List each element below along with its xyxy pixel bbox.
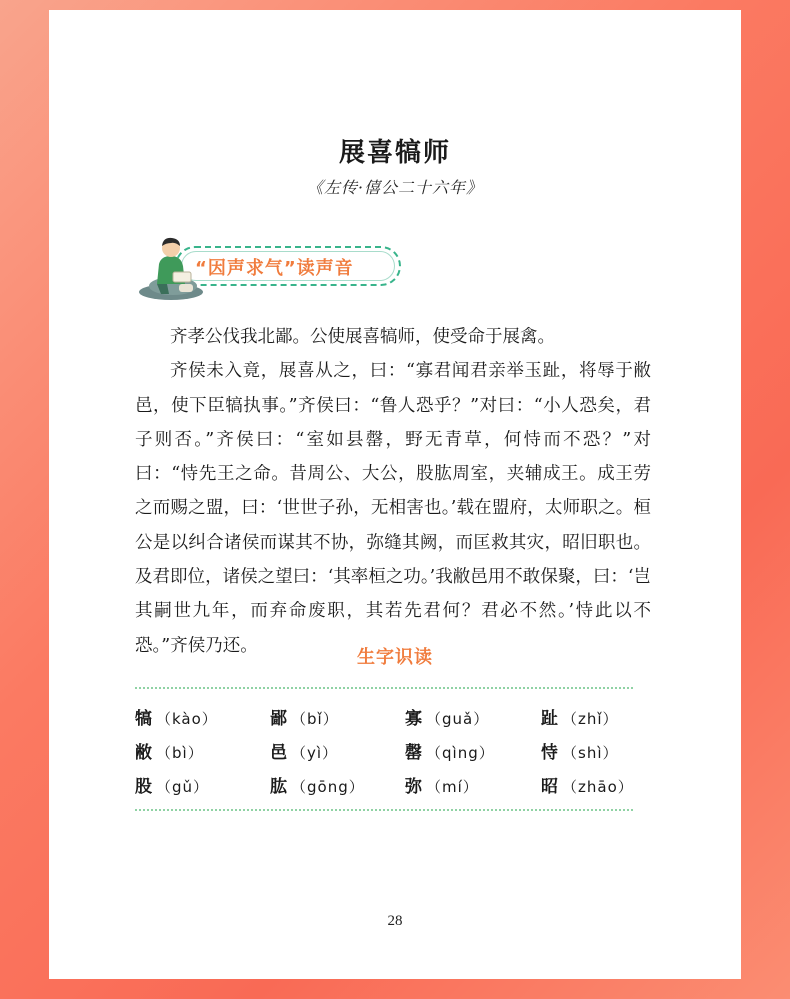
vocab-top-divider xyxy=(135,687,633,689)
vocab-table xyxy=(135,704,655,806)
vocab-row xyxy=(135,772,655,806)
vocab-item: 恃 （shì） xyxy=(541,743,619,763)
source-subtitle: 《左传·僖公二十六年》 xyxy=(306,178,484,197)
reading-banner xyxy=(135,234,405,300)
vocab-item: 邑 （yì） xyxy=(270,743,339,763)
passage-paragraph: 齐侯未入竟，展喜从之，曰：“寡君闻君亲举玉趾，将辱于敝邑，使下臣犒执事。”齐侯曰：“鲁人恐乎？”对曰：“小人恐矣，君子则否。”齐侯曰：“室如县罄，野无青草，何恃而不恐？”对曰：“恃先王之命。昔周公、大公，股肱周室，夹辅成王。成王劳之而赐之盟，曰：‘世世子孙，无相害也。’载在盟府，太师职之。桓公是以纠合诸侯而谋其不协，弥缝其阙，而匡救其灾，昭旧职也。及君即位，诸侯之望曰：‘其率桓之功。’我敝邑用不敢保聚，曰：‘岂其嗣世九年，而弃命废职，其若先君何？君必不然。’恃此以不恐。”齐侯乃还。 xyxy=(135,361,651,656)
vocab-row xyxy=(135,704,655,738)
vocab-item: 敝 （bì） xyxy=(135,743,204,763)
vocab-row xyxy=(135,738,655,772)
vocab-section-title: 生字识读 xyxy=(357,647,433,668)
vocab-bottom-divider xyxy=(135,809,633,811)
page-number: 28 xyxy=(387,913,403,929)
vocab-item: 犒 （kào） xyxy=(135,709,218,729)
vocab-item: 趾 （zhǐ） xyxy=(541,709,619,729)
vocab-item: 寡 （guǎ） xyxy=(405,709,490,729)
passage-paragraph: 齐孝公伐我北鄙。公使展喜犒师，使受命于展禽。 xyxy=(170,327,555,347)
vocab-item: 昭 （zhāo） xyxy=(541,777,634,797)
passage xyxy=(135,320,651,663)
vocab-item: 肱 （gōng） xyxy=(270,777,365,797)
vocab-item: 鄙 （bǐ） xyxy=(270,709,339,729)
vocab-item: 罄 （qìng） xyxy=(405,743,495,763)
banner-label: “因声求气”读声音 xyxy=(195,258,354,279)
vocab-item: 弥 （mí） xyxy=(405,777,479,797)
book-page xyxy=(49,10,741,979)
page-title: 展喜犒师 xyxy=(338,138,451,168)
vocab-item: 股 （gǔ） xyxy=(135,777,210,797)
